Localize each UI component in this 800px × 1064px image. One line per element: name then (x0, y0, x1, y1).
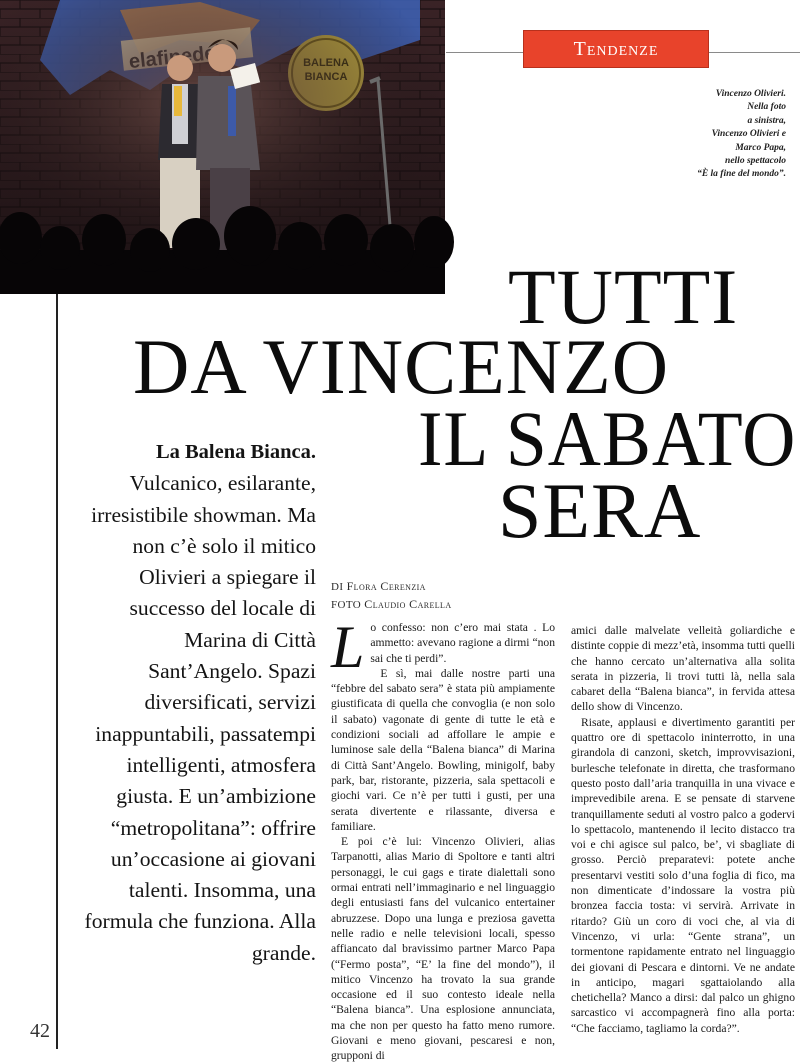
article-paragraph: E poi c’è lui: Vincenzo Olivieri, alias Tarpanotti, alias Mario di Spoltore e tanti altri personaggi, le cui gags e tirate dialettali sono ormai entrati nell’immaginario e nel linguaggio degli entusiasti fans del vulcanico entertainer abruzzese. Dopo una lunga e preziosa gavetta nelle radio e nelle televisioni locali, spesso affiancato dal bravissimo partner Marco Papa (“Fermo posta”, “E’ la fine del mondo”), il mitico Vincenzo ha trovato la sua grande occasione ed il suo contesto ideale nella “Balena bianca”. Una esplosione annunciata, ma che non per questo ha fatto meno rumore. Giovani e meno giovani, pescaresi e non, grupponi di (331, 835, 555, 1063)
byline-photographer: Claudio Carella (364, 597, 452, 611)
headline-line-1: TUTTI (508, 253, 739, 340)
headline-line-2: DA VINCENZO (133, 323, 670, 410)
deck-text: Vulcanico, esilarante, irresistibile showman. Ma non c’è solo il mitico Olivieri a spiegare il successo del locale di Marina di Città Sant’Angelo. Spazi diversificati, servizi inappuntabili, passatempi intelligenti, atmosfera giusta. E un’ambizione “metropolitana”: offrire un’occasione ai giovani talenti. Insomma, una formula che funziona. Alla grande. (84, 471, 316, 965)
byline-author-name: Flora Cerenzia (346, 579, 426, 593)
paragraph-text: o confesso: non c’ero mai stata . Lo ammetto: avevano ragione a dirmi “non sai che ti perdi”. (370, 621, 555, 665)
article-paragraph (331, 614, 555, 680)
byline (331, 578, 452, 614)
left-margin-rule (56, 294, 58, 1049)
caption-line: nello spettacolo (725, 156, 786, 167)
byline-author (331, 578, 452, 596)
caption-line: “È la fine del mondo”. (697, 169, 786, 180)
headline-line-3: IL SABATO (418, 395, 797, 482)
byline-author-prefix: DI (331, 581, 344, 593)
deck-lead: La Balena Bianca. (155, 441, 316, 463)
photo-caption (566, 88, 786, 182)
article-column-1 (331, 614, 555, 1064)
page-number: 42 (30, 1020, 50, 1042)
article-paragraph: amici dalle malvelate velleità goliardiche e distinte coppie di mezz’età, insomma tutti quelli che hanno cercato un’alternativa alla solita serata in pizzeria, li trovi tutti là, nella sala cabaret della “Balena bianca”, in fervida attesa dello show di Vincenzo. (571, 624, 795, 714)
caption-line: Vincenzo Olivieri e (711, 129, 786, 140)
caption-line: Nella foto (747, 102, 786, 113)
caption-line: a sinistra, (747, 115, 786, 126)
byline-photo (331, 596, 452, 614)
article-paragraph: E sì, mai dalle nostre parti una “febbre del sabato sera” è stata più ampiamente giustificata di quella che convoglia (e non solo il sabato) vagonate di gente di tutte le età e condizioni sociali ad affollare le ampie e luminose sale della “Balena bianca” di Marina di Città Sant’Angelo. Bowling, minigolf, baby park, bar, ristorante, pizzeria, sala spettacoli e giochi vari. Ce n’è per tutti i gusti, per una serata divertente e rilassante, diversa e familiare. (331, 666, 555, 833)
section-tag: Tendenze (523, 30, 709, 68)
article-column-2 (571, 623, 795, 1036)
caption-line: Marco Papa, (735, 142, 786, 153)
caption-line: Vincenzo Olivieri. (715, 89, 786, 99)
article-paragraph: Risate, applausi e divertimento garantiti per quattro ore di spettacolo ininterrotto, in una girandola di canzoni, sketch, improvvisazioni, burlesche telefonate in diretta, che trasformano questo posto dall’aria tranquilla in una vivace e imprevedibile arena. E se pensate di starvene tranquillamente seduti al vostro palco a godervi lo spettacolo, mantenendo il lecito distacco tra voi e chi agisce sul palco, be’, vi sbagliate di grosso. Perciò preparatevi: potete anche presentarvi vestiti solo d’una foglia di fico, ma non dimenticate d’indossare la vostra più bronzea faccia tosta: vi servirà. Arrivate in ritardo? Giù un coro di voci che, al via di Vincenzo, vi urla: “Gente strana”, un tormentone rapidamente entrato nel linguaggio dei giovani di Pescara e dintorni. Ve ne andate in anticipo, magari sgattaiolando alla chetichella? Manco a dirsi: dal palco un ghigno sarcastico vi accompagnerà fino alla porta: “Che facciamo, tagliamo la corda?”. (571, 715, 795, 1035)
headline-line-4: SERA (498, 467, 702, 554)
drop-cap: L (331, 614, 365, 680)
article-deck (70, 436, 316, 969)
byline-photo-prefix: FOTO (331, 599, 362, 611)
